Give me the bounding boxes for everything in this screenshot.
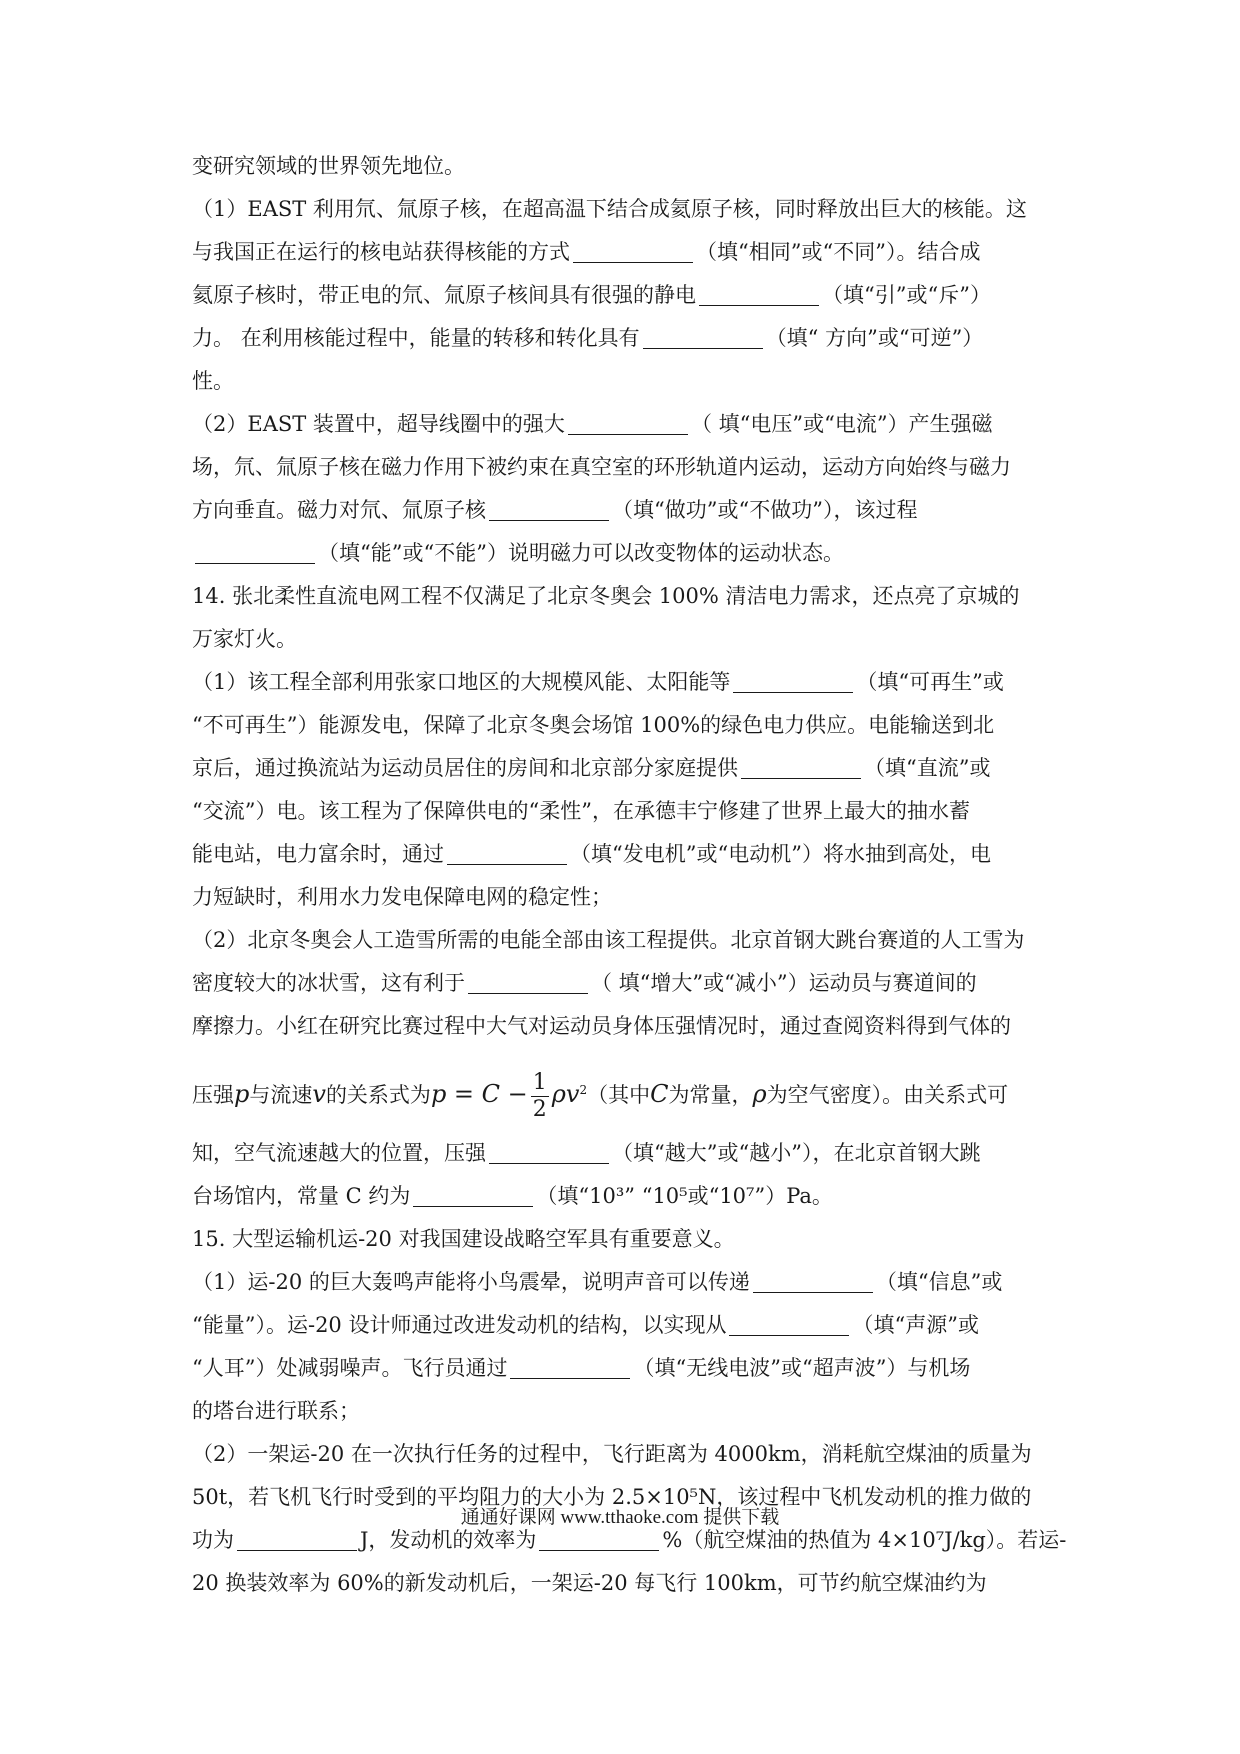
answer-blank[interactable] bbox=[568, 408, 688, 435]
line-text: 15. 大型运输机运-20 对我国建设战略空军具有重要意义。 bbox=[192, 1227, 735, 1251]
answer-blank[interactable] bbox=[489, 1137, 609, 1164]
line-text: （1）该工程全部利用张家口地区的大规模风能、太阳能等 bbox=[192, 670, 731, 694]
line-text: （填“引”或“斥”） bbox=[822, 283, 991, 307]
answer-blank[interactable] bbox=[510, 1352, 630, 1379]
line-text: （填“发电机”或“电动机”）将水抽到高处，电 bbox=[570, 842, 991, 866]
answer-blank[interactable] bbox=[413, 1180, 533, 1207]
line-text: 性。 bbox=[192, 369, 234, 393]
text-line bbox=[192, 274, 1062, 317]
text-line bbox=[192, 1218, 1062, 1261]
text-line bbox=[192, 876, 1062, 919]
text-line bbox=[192, 1132, 1062, 1175]
line-text: 为常量， bbox=[668, 1083, 753, 1107]
line-text: 密度较大的冰状雪，这有利于 bbox=[192, 971, 465, 995]
answer-blank[interactable] bbox=[733, 666, 853, 693]
document-body bbox=[192, 145, 1067, 1605]
line-text: （填“ 方向”或“可逆”） bbox=[765, 326, 984, 350]
line-text: 能电站，电力富余时，通过 bbox=[192, 842, 444, 866]
line-text: 变研究领域的世界领先地位。 bbox=[192, 154, 465, 178]
text-line bbox=[192, 790, 1062, 833]
answer-blank[interactable] bbox=[753, 1266, 873, 1293]
line-text: 知，空气流速越大的位置，压强 bbox=[192, 1141, 486, 1165]
answer-blank[interactable] bbox=[573, 236, 693, 263]
text-line bbox=[192, 618, 1062, 661]
text-line bbox=[192, 489, 1062, 532]
text-line bbox=[192, 661, 1062, 704]
text-line bbox=[192, 1390, 1062, 1433]
line-text: 与我国正在运行的核电站获得核能的方式 bbox=[192, 240, 570, 264]
math-variable: ρv bbox=[551, 1080, 580, 1108]
line-text: 方向垂直。磁力对氘、氚原子核 bbox=[192, 498, 486, 522]
math-variable: v bbox=[312, 1080, 326, 1108]
line-text: 50t，若飞机飞行时受到的平均阻力的大小为 2.5×10⁵N，该过程中飞机发动机的推力做的 bbox=[192, 1485, 1032, 1509]
text-line bbox=[192, 360, 1062, 403]
line-text: %（航空煤油的热值为 4×10⁷J/kg）。若运- bbox=[662, 1528, 1067, 1552]
line-text: 摩擦力。小红在研究比赛过程中大气对运动员身体压强情况时，通过查阅资料得到气体的 bbox=[192, 1014, 1011, 1038]
line-text: （填“信息”或 bbox=[875, 1270, 1003, 1294]
text-line bbox=[192, 962, 1062, 1005]
line-text: （填“直流”或 bbox=[864, 756, 991, 780]
line-text: 功为 bbox=[192, 1528, 234, 1552]
line-text: （1）运-20 的巨大轰鸣声能将小鸟震晕，说明声音可以传递 bbox=[192, 1270, 750, 1294]
answer-blank[interactable] bbox=[468, 967, 588, 994]
answer-blank[interactable] bbox=[195, 537, 315, 564]
line-text: （填“相同”或“不同”）。结合成 bbox=[696, 240, 981, 264]
text-line bbox=[192, 919, 1062, 962]
math-variable: ρ bbox=[752, 1080, 767, 1108]
page-footer: 通通好课网 www.tthaoke.com 提供下载 bbox=[460, 1507, 780, 1528]
text-line bbox=[192, 188, 1062, 231]
text-line bbox=[192, 1261, 1062, 1304]
line-text: （1）EAST 利用氘、氚原子核，在超高温下结合成氦原子核，同时释放出巨大的核能。这 bbox=[192, 197, 1027, 221]
line-text: （填“做功”或“不做功”），该过程 bbox=[612, 498, 918, 522]
fraction bbox=[531, 1070, 549, 1123]
text-line bbox=[192, 575, 1062, 618]
line-text: 的关系式为 bbox=[325, 1083, 431, 1107]
text-line bbox=[192, 1304, 1062, 1347]
text-line bbox=[192, 446, 1062, 489]
line-text: 压强 bbox=[192, 1083, 234, 1107]
text-line bbox=[192, 231, 1062, 274]
line-text: “交流”）电。该工程为了保障供电的“柔性”，在承德丰宁修建了世界上最大的抽水蓄 bbox=[192, 799, 970, 823]
math-variable: C bbox=[650, 1080, 669, 1108]
line-text: （填“越大”或“越小”），在北京首钢大跳 bbox=[612, 1141, 981, 1165]
line-text: （ 填“增大”或“减小”）运动员与赛道间的 bbox=[591, 971, 977, 995]
line-text: （填“能”或“不能”）说明磁力可以改变物体的运动状态。 bbox=[318, 541, 844, 565]
fraction-numerator: 1 bbox=[532, 1070, 547, 1095]
text-line bbox=[192, 145, 1062, 188]
math-variable: p bbox=[234, 1080, 250, 1108]
line-text: 京后，通过换流站为运动员居住的房间和北京部分家庭提供 bbox=[192, 756, 738, 780]
text-line bbox=[192, 833, 1062, 876]
text-line bbox=[192, 1562, 1062, 1605]
line-text: （2）EAST 装置中，超导线圈中的强大 bbox=[192, 412, 565, 436]
text-line bbox=[192, 1175, 1062, 1218]
line-text: （填“可再生”或 bbox=[856, 670, 1004, 694]
text-line bbox=[192, 1347, 1062, 1390]
line-text: J，发动机的效率为 bbox=[360, 1528, 537, 1552]
text-line bbox=[192, 403, 1062, 446]
line-text: 场，氘、氚原子核在磁力作用下被约束在真空室的环形轨道内运动，运动方向始终与磁力 bbox=[192, 455, 1011, 479]
line-text: 的塔台进行联系； bbox=[192, 1399, 360, 1423]
line-text: 力。 在利用核能过程中，能量的转移和转化具有 bbox=[192, 326, 640, 350]
line-text: 台场馆内，常量 C 约为 bbox=[192, 1184, 411, 1208]
text-line bbox=[192, 317, 1062, 360]
line-text: 20 换装效率为 60%的新发动机后，一架运-20 每飞行 100km，可节约航空煤油约为 bbox=[192, 1571, 987, 1595]
line-text: 与流速 bbox=[249, 1083, 313, 1107]
formula-lhs: p = C − bbox=[430, 1080, 528, 1108]
line-text: （2）一架运-20 在一次执行任务的过程中，飞行距离为 4000km，消耗航空煤油的质量为 bbox=[192, 1442, 1032, 1466]
line-text: （其中 bbox=[587, 1083, 651, 1107]
line-text: （ 填“电压”或“电流”）产生强磁 bbox=[690, 412, 993, 436]
answer-blank[interactable] bbox=[643, 322, 763, 349]
line-text: “能量”）。运-20 设计师通过改进发动机的结构，以实现从 bbox=[192, 1313, 727, 1337]
answer-blank[interactable] bbox=[729, 1309, 849, 1336]
answer-blank[interactable] bbox=[741, 752, 861, 779]
line-text: 万家灯火。 bbox=[192, 627, 297, 651]
line-text: （填“声源”或 bbox=[852, 1313, 979, 1337]
line-text: （2）北京冬奥会人工造雪所需的电能全部由该工程提供。北京首钢大跳台赛道的人工雪为 bbox=[192, 928, 1025, 952]
text-line bbox=[192, 532, 1062, 575]
fraction-denominator: 2 bbox=[532, 1097, 547, 1122]
exponent: 2 bbox=[579, 1083, 588, 1097]
line-text: （填“无线电波”或“超声波”）与机场 bbox=[633, 1356, 971, 1380]
line-text: “不可再生”）能源发电，保障了北京冬奥会场馆 100%的绿色电力供应。电能输送到北 bbox=[192, 713, 995, 737]
line-text: 14. 张北柔性直流电网工程不仅满足了北京冬奥会 100% 清洁电力需求，还点亮了京城的 bbox=[192, 584, 1020, 608]
text-line bbox=[192, 747, 1062, 790]
line-text: （填“10³” “10⁵或“10⁷”）Pa。 bbox=[536, 1184, 833, 1208]
line-text: 为空气密度）。由关系式可 bbox=[766, 1083, 1009, 1107]
text-line bbox=[192, 704, 1062, 747]
answer-blank[interactable] bbox=[699, 279, 819, 306]
answer-blank[interactable] bbox=[447, 838, 567, 865]
answer-blank[interactable] bbox=[489, 494, 609, 521]
line-text: “人耳”）处减弱噪声。飞行员通过 bbox=[192, 1356, 508, 1380]
formula-line bbox=[192, 1048, 1062, 1132]
line-text: 氦原子核时，带正电的氘、氚原子核间具有很强的静电 bbox=[192, 283, 696, 307]
text-line bbox=[192, 1433, 1062, 1476]
text-line bbox=[192, 1005, 1062, 1048]
line-text: 力短缺时，利用水力发电保障电网的稳定性； bbox=[192, 885, 612, 909]
